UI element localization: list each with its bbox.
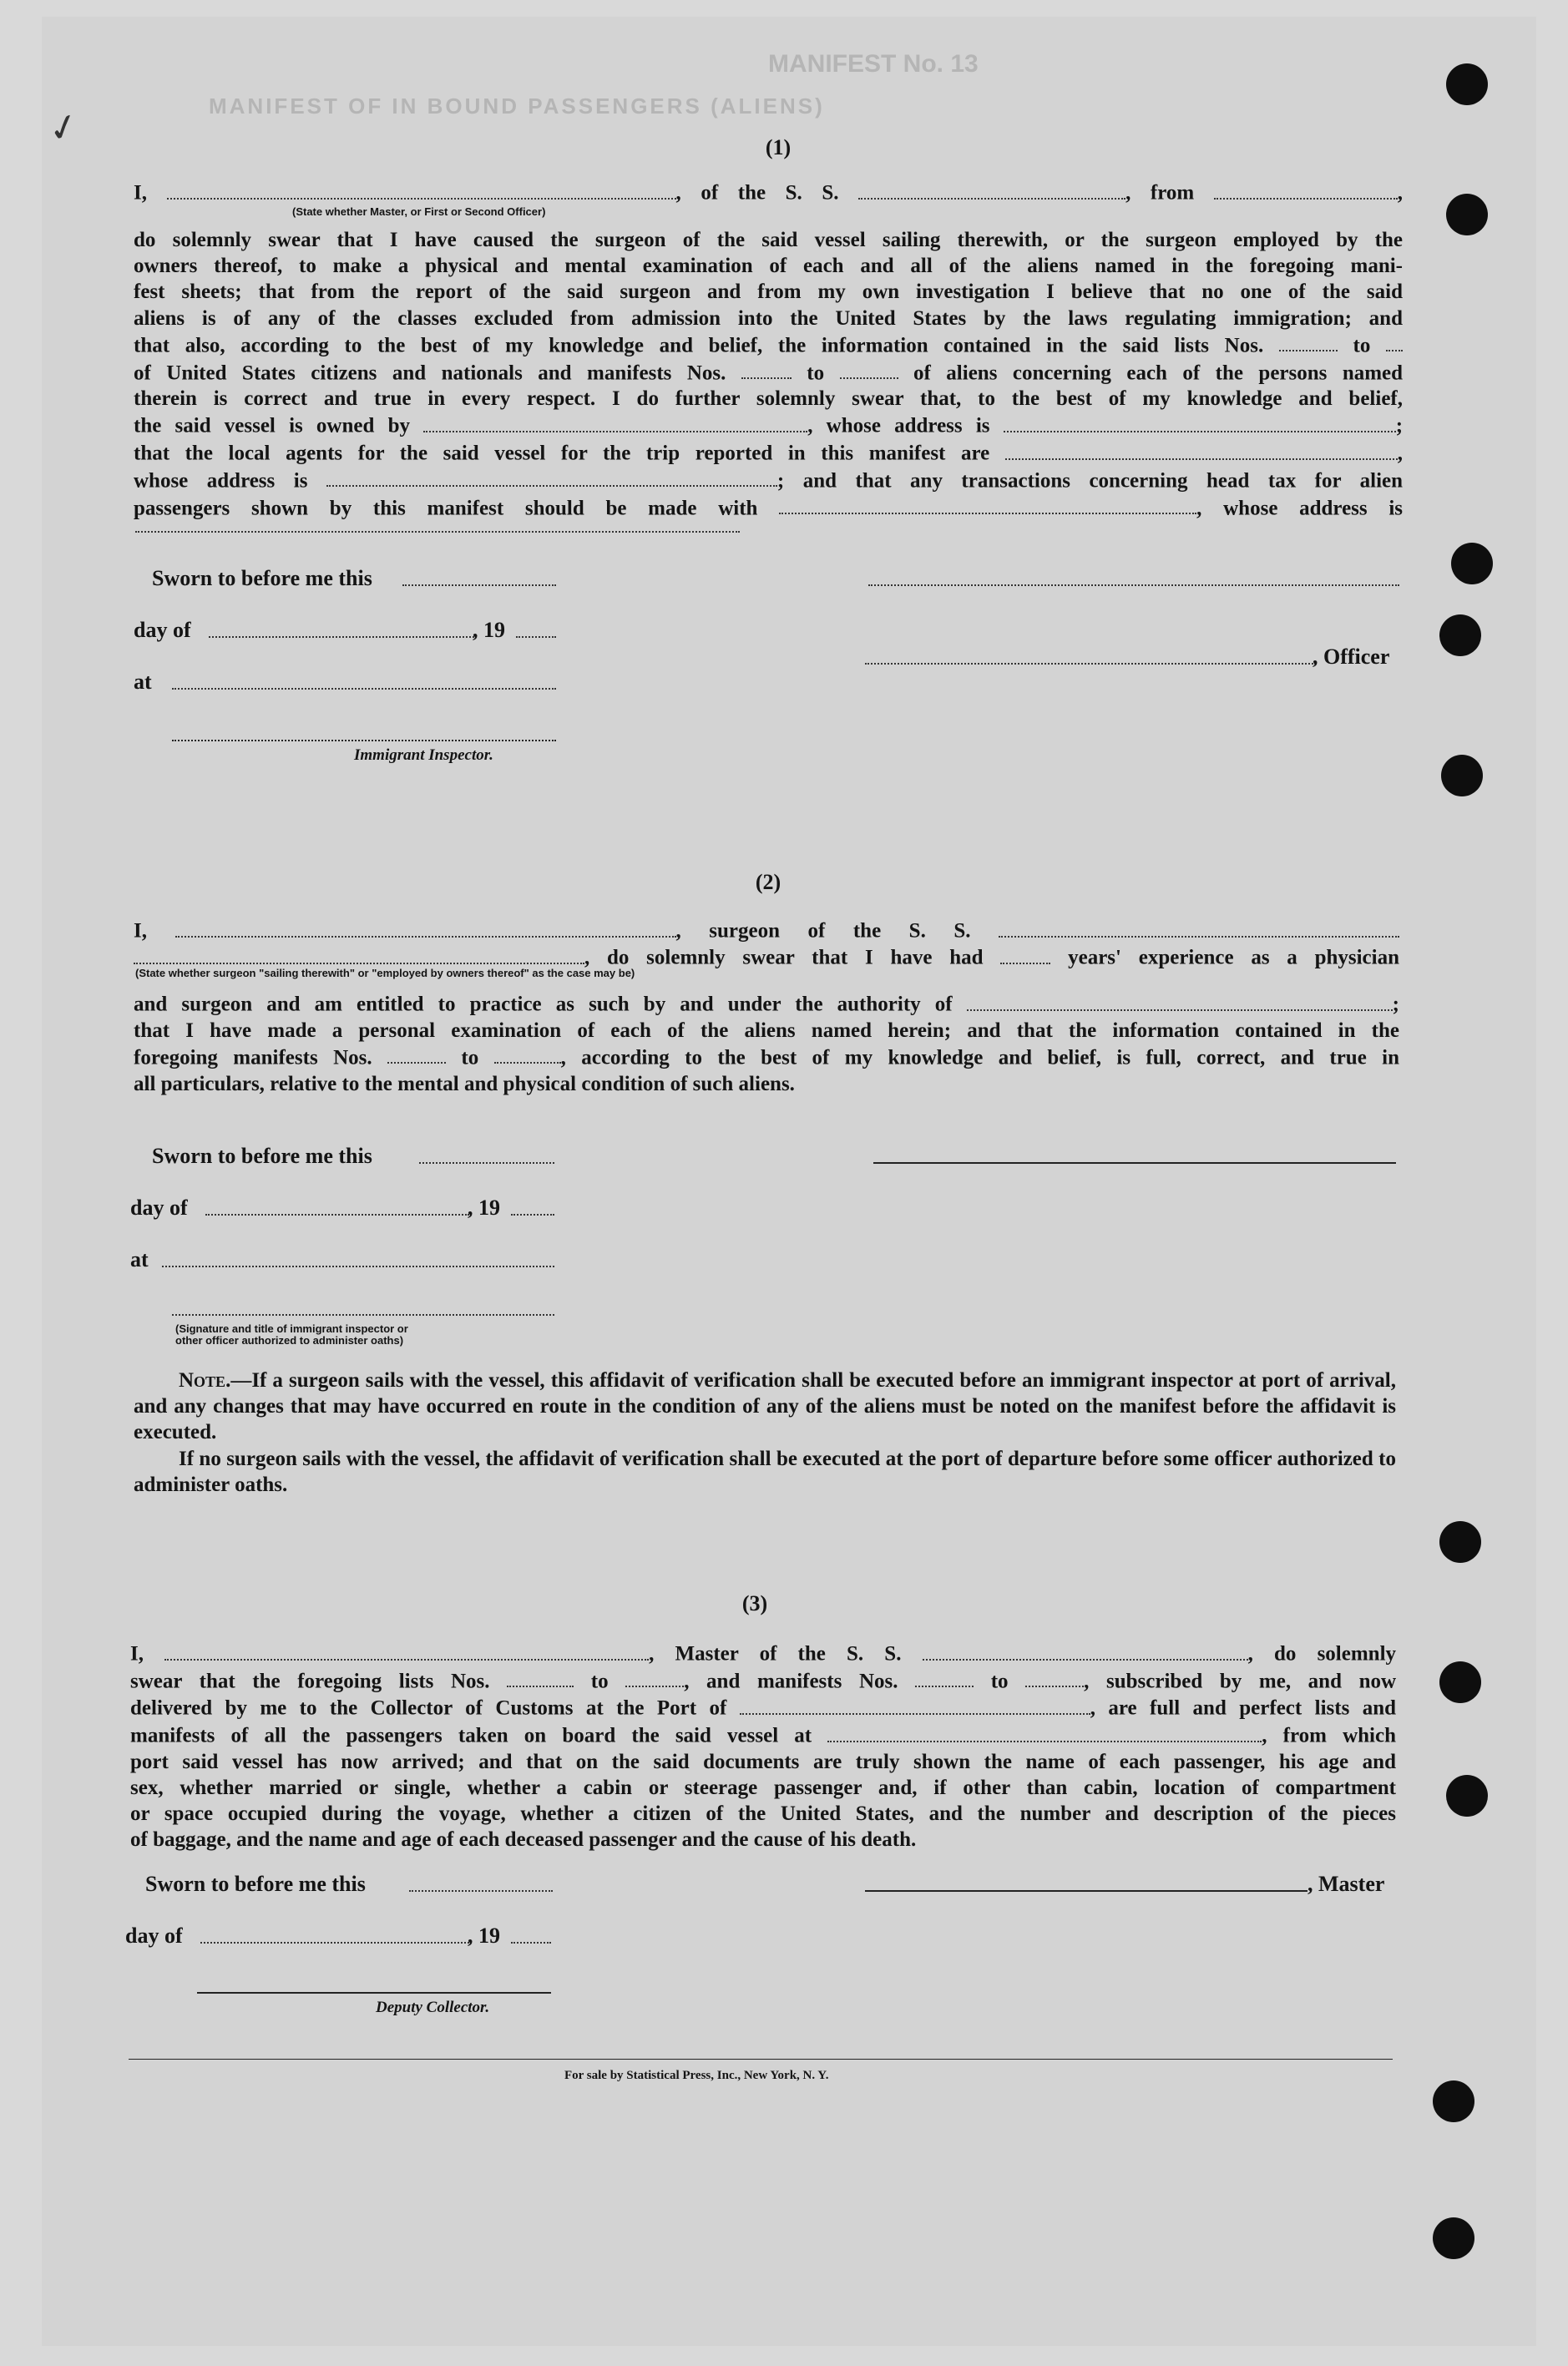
section-3-text: , do solemnly xyxy=(1247,1642,1397,1666)
punch-hole-4 xyxy=(1439,614,1481,656)
section-2-surgeon-signature-line[interactable] xyxy=(873,1162,1396,1164)
section-3-day-of-label: day of xyxy=(125,1924,183,1948)
section-3-line: or space occupied during the voyage, whether a citizen of the United States, and the number and description of the pieces xyxy=(130,1802,1396,1826)
section-1-text: to xyxy=(807,361,825,385)
section-2-text: , surgeon of the S. S. xyxy=(675,919,971,943)
section-3-text: to xyxy=(590,1670,609,1693)
section-1-inspector-signature-line[interactable] xyxy=(172,740,556,741)
master-name-field[interactable] xyxy=(164,1640,649,1661)
handwritten-check-mark: ✓ xyxy=(43,104,84,153)
section-1-text: , whose address is xyxy=(807,414,990,437)
citizen-list-from-field[interactable] xyxy=(1279,331,1338,352)
section-1-text: , xyxy=(1397,442,1404,465)
section-2-text: foregoing manifests Nos. xyxy=(134,1046,372,1069)
section-2-line xyxy=(134,990,1399,1018)
section-3-text: swear that the foregoing lists Nos. xyxy=(130,1670,490,1693)
customs-port-field[interactable] xyxy=(740,1694,1090,1715)
section-1-from: , from xyxy=(1125,181,1195,205)
section-1-i: I, xyxy=(134,181,147,205)
section-2-text: , according to the best of my knowledge and belief, is full, correct, and true in xyxy=(560,1046,1400,1069)
section-2-year-field[interactable] xyxy=(511,1214,554,1216)
section-2-text: and surgeon and am entitled to practice as such by and under the authority of xyxy=(134,993,953,1016)
section-1-officer-signature-field[interactable] xyxy=(868,584,1399,586)
section-1-day-of-label: day of xyxy=(134,618,191,642)
section-1-day-field[interactable] xyxy=(209,636,474,638)
section-2-line xyxy=(134,1044,1399,1071)
section-3-text: delivered by me to the Collector of Customs at the Port of xyxy=(130,1696,727,1720)
section-2-paragraph xyxy=(134,990,1399,1097)
punch-hole-5 xyxy=(1441,755,1483,796)
section-3-line: port said vessel has now arrived; and that on the said documents are truly shown the name of each passenger, his age and xyxy=(130,1750,1396,1773)
punch-hole-8 xyxy=(1446,1775,1488,1817)
vessel-name-field[interactable] xyxy=(858,179,1125,200)
signature-title-note-2: other officer authorized to administer oaths) xyxy=(175,1334,404,1347)
section-3-text: manifests of all the passengers taken on board the said vessel at xyxy=(130,1724,812,1747)
section-3-day-field[interactable] xyxy=(200,1942,469,1944)
surgeon-note-paragraph xyxy=(134,1368,1396,1445)
section-1-line xyxy=(134,331,1403,359)
section-1-text: ; xyxy=(1395,414,1404,437)
section-3-text: I, xyxy=(130,1642,144,1666)
embarkation-port-field[interactable] xyxy=(827,1721,1262,1742)
section-1-text: to xyxy=(1353,334,1371,357)
printer-footer: For sale by Statistical Press, Inc., New York, N. Y. xyxy=(564,2069,829,2082)
section-3-text: , are full and perfect lists and xyxy=(1090,1696,1397,1720)
footer-rule xyxy=(129,2059,1393,2060)
section-2-day-field[interactable] xyxy=(205,1214,469,1216)
section-3-sworn-label: Sworn to before me this xyxy=(145,1872,366,1896)
surgeon-status-field[interactable] xyxy=(134,943,584,964)
section-1-text: whose address is xyxy=(134,469,308,493)
section-1-sworn-date-field[interactable] xyxy=(402,584,556,586)
immigrant-inspector-caption: Immigrant Inspector. xyxy=(354,746,493,764)
section-3-text: , Master of the S. S. xyxy=(649,1642,902,1666)
section-2-sworn-date-field[interactable] xyxy=(419,1162,554,1164)
section-3-master-label: , Master xyxy=(1308,1872,1385,1896)
section-1-paragraph xyxy=(134,227,1403,521)
no-surgeon-note-paragraph: If no surgeon sails with the vessel, the affidavit of verification shall be executed at the port of departure before some officer authorized to administer oaths. xyxy=(134,1448,1396,1496)
section-3-text: , from which xyxy=(1262,1724,1396,1747)
deputy-collector-caption: Deputy Collector. xyxy=(376,1999,490,2016)
agents-address-field[interactable] xyxy=(326,467,777,488)
section-1-text: that also, according to the best of my knowledge and belief, the information contained in the said lists Nos. xyxy=(134,334,1264,357)
surgeon-status-note: (State whether surgeon "sailing therewith" or "employed by owners thereof" as the case may be) xyxy=(135,967,635,979)
deputy-collector-signature-line[interactable] xyxy=(197,1992,551,1994)
section-1-of-ss: , of the S. S. xyxy=(675,181,839,205)
section-2-inspector-signature-field[interactable] xyxy=(172,1314,554,1316)
section-1-line: aliens is of any of the classes excluded from admission into the United States by the laws regulating immigration; and xyxy=(134,306,1403,330)
punch-hole-2 xyxy=(1446,194,1488,235)
section-3-line xyxy=(130,1640,1396,1667)
section-2-oath-line-1 xyxy=(134,917,1399,944)
section-1-sworn-label: Sworn to before me this xyxy=(152,566,372,590)
section-2-text: ; xyxy=(1392,993,1399,1016)
section-3-text: , and manifests Nos. xyxy=(684,1670,898,1693)
section-3-line: of baggage, and the name and age of each deceased passenger and the cause of his death. xyxy=(130,1828,917,1852)
section-3-text: , subscribed by me, and now xyxy=(1084,1670,1397,1693)
section-3-line xyxy=(130,1667,1396,1695)
signature-title-note-1: (Signature and title of immigrant inspector or xyxy=(175,1322,408,1335)
alien-manifest-from-field[interactable] xyxy=(741,359,792,380)
officer-title-note: (State whether Master, or First or Second Officer) xyxy=(292,205,546,218)
section-2-sworn-label: Sworn to before me this xyxy=(152,1144,372,1168)
section-2-at-label: at xyxy=(130,1247,149,1271)
owner-address-field[interactable] xyxy=(1004,412,1396,432)
section-1-line xyxy=(134,359,1403,387)
section-1-year-label: , 19 xyxy=(473,618,505,642)
section-1-officer-field[interactable] xyxy=(865,663,1316,665)
punch-hole-7 xyxy=(1439,1661,1481,1703)
section-1-year-field[interactable] xyxy=(516,636,556,638)
surgeon-manifest-from-field[interactable] xyxy=(387,1044,446,1064)
section-3-number: (3) xyxy=(741,1591,768,1615)
section-3-vessel-field[interactable] xyxy=(923,1640,1248,1661)
punch-hole-6 xyxy=(1439,1521,1481,1563)
master-list-to-field[interactable] xyxy=(625,1667,684,1688)
section-1-at-label: at xyxy=(134,670,152,694)
years-experience-field[interactable] xyxy=(1000,943,1050,964)
section-1-text: that the local agents for the said vessel for the trip reported in this manifest are xyxy=(134,442,990,465)
section-2-day-of-label: day of xyxy=(130,1196,188,1220)
section-3-text: to xyxy=(990,1670,1009,1693)
section-2-line: all particulars, relative to the mental and physical condition of such aliens. xyxy=(134,1072,795,1095)
section-1-text: the said vessel is owned by xyxy=(134,414,410,437)
alien-manifest-to-field[interactable] xyxy=(840,359,898,380)
local-agents-field[interactable] xyxy=(1005,439,1398,460)
head-tax-contact-field[interactable] xyxy=(779,494,1196,515)
section-1-line xyxy=(134,494,1403,522)
section-2-year-label: , 19 xyxy=(468,1196,500,1220)
section-1-text: passengers shown by this manifest should be made with xyxy=(134,497,758,520)
section-2-i: I, xyxy=(134,919,147,943)
note-label: Note. xyxy=(179,1369,231,1392)
section-2-text: years' experience as a physician xyxy=(1068,946,1400,969)
citizen-list-to-field[interactable] xyxy=(1386,331,1403,352)
section-3-year-field[interactable] xyxy=(511,1942,551,1944)
section-1-text: , whose address is xyxy=(1196,497,1404,520)
section-3-line xyxy=(130,1694,1396,1721)
section-2-place-field[interactable] xyxy=(162,1266,554,1267)
section-1-text: of aliens concerning each of the persons named xyxy=(913,361,1404,385)
punch-hole-1 xyxy=(1446,63,1488,105)
section-1-line: owners thereof, to make a physical and mental examination of each and all of the aliens named in the foregoing mani- xyxy=(134,255,1403,278)
section-3-year-label: , 19 xyxy=(468,1924,500,1948)
punch-hole-10 xyxy=(1433,2217,1474,2259)
section-1-line xyxy=(134,412,1403,439)
section-1-line xyxy=(134,467,1403,494)
departure-port-field[interactable] xyxy=(1214,179,1398,200)
section-1-oath-line xyxy=(134,179,1403,206)
section-2-number: (2) xyxy=(755,870,781,894)
master-signature-line[interactable] xyxy=(865,1890,1308,1892)
section-1-line: do solemnly swear that I have caused the surgeon of the said vessel sailing therewith, or the surgeon employed by the xyxy=(134,229,1403,251)
section-3-paragraph xyxy=(130,1640,1396,1853)
surgeon-name-field[interactable] xyxy=(175,917,676,938)
section-3-line xyxy=(130,1721,1396,1749)
section-2-text: to xyxy=(461,1046,479,1069)
section-1-text: ; and that any transactions concerning head tax for alien xyxy=(776,469,1404,493)
officer-title-field[interactable] xyxy=(167,179,676,200)
punch-hole-3 xyxy=(1451,543,1493,584)
section-1-comma: , xyxy=(1397,181,1403,205)
practice-authority-field[interactable] xyxy=(967,990,1393,1011)
section-2-text: , do solemnly swear that I have had xyxy=(584,946,984,969)
section-1-place-field[interactable] xyxy=(172,688,556,690)
section-2-vessel-field[interactable] xyxy=(999,917,1399,938)
section-1-line: fest sheets; that from the report of the said surgeon and from my own investigation I believe that no one of the said xyxy=(134,281,1403,304)
ghost-manifest-title: MANIFEST OF IN BOUND PASSENGERS (ALIENS) xyxy=(209,94,825,119)
vessel-owner-field[interactable] xyxy=(423,412,807,432)
section-1-number: (1) xyxy=(765,135,792,159)
note-text-1: —If a surgeon sails with the vessel, this affidavit of verification shall be executed before an immigrant inspector at port of arrival, and any changes that may have occurred en route in the condition of any of the aliens must be noted on the manifest before the affidavit is executed. xyxy=(134,1369,1396,1443)
ghost-manifest-number: MANIFEST No. 13 xyxy=(768,50,979,78)
head-tax-address-field[interactable] xyxy=(135,531,740,533)
section-1-line xyxy=(134,439,1403,467)
surgeon-manifest-to-field[interactable] xyxy=(494,1044,561,1064)
master-list-from-field[interactable] xyxy=(507,1667,574,1688)
section-1-text: of United States citizens and nationals and manifests Nos. xyxy=(134,361,726,385)
section-3-sworn-date-field[interactable] xyxy=(409,1890,553,1892)
section-3-line: sex, whether married or single, whether a cabin or steerage passenger and, if other than cabin, location of compartment xyxy=(130,1777,1396,1800)
master-manifest-from-field[interactable] xyxy=(915,1667,974,1688)
section-2-line: that I have made a personal examination of each of the aliens named herein; and that the information contained in the xyxy=(134,1019,1399,1042)
section-1-line: therein is correct and true in every respect. I do further solemnly swear that, to the best of my knowledge and belief, xyxy=(134,387,1403,411)
punch-hole-9 xyxy=(1433,2080,1474,2122)
master-manifest-to-field[interactable] xyxy=(1025,1667,1084,1688)
section-1-officer-label: , Officer xyxy=(1313,645,1390,669)
